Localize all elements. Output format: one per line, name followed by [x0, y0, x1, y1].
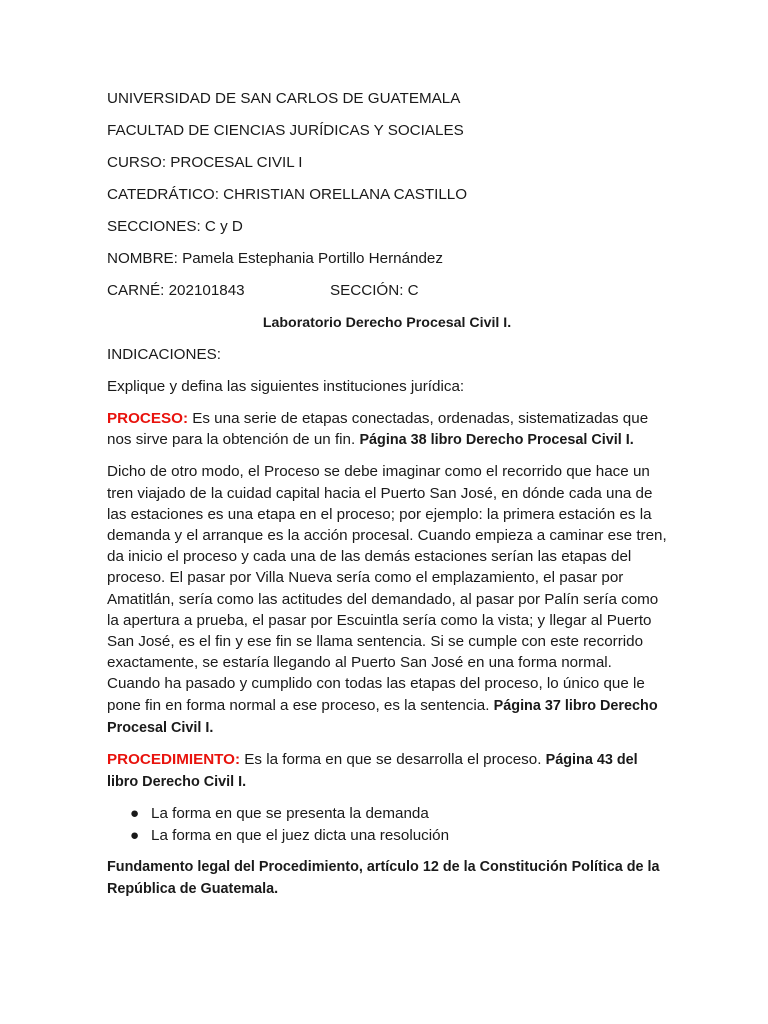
procedimiento-label: PROCEDIMIENTO:: [107, 751, 241, 769]
procedimiento-definition: Es la forma en que se desarrolla el proceso.: [240, 751, 546, 769]
proceso-paragraph: [107, 408, 667, 451]
student-name-line: NOMBRE: Pamela Estephania Portillo Hernández: [107, 250, 443, 267]
faculty-line: FACULTAD DE CIENCIAS JURÍDICAS Y SOCIALES: [107, 122, 464, 139]
explanation-text: Dicho de otro modo, el Proceso se debe imaginar como el recorrido que hace un tren viajado de la cuidad capital hacia el Puerto San José, en dónde cada una de las estaciones es una etapa en el proceso; por ejemplo: la primera estación es la demanda y el arranque es la acción procesal. Cuando empieza a caminar ese tren, da inicio el proceso y cada una de las demás estaciones serían las etapas del proceso. El pasar por Villa Nueva sería como el emplazamiento, el pasar por Amatitlán, sería como las actitudes del demandado, al pasar por Palín sería como la apertura a prueba, el pasar por Escuintla sería como la vista; y llegar al Puerto San José, es el fin y ese fin se llama sentencia. Si se cumple con este recorrido exactamente, se estaría llegando al Puerto San José en una forma normal. Cuando ha pasado y cumplido con todas las etapas del proceso, lo único que le pone fin en forma normal a ese proceso, es la sentencia.: [107, 463, 667, 714]
section-text: SECCIÓN: C: [330, 282, 419, 299]
document-page: [107, 88, 667, 900]
bullet-icon: ●: [130, 805, 140, 823]
document-title: Laboratorio Derecho Procesal Civil I.: [262, 315, 512, 331]
indications-heading: INDICACIONES:: [107, 346, 221, 363]
proceso-label: PROCESO:: [107, 410, 189, 427]
sections-line: SECCIONES: C y D: [107, 218, 243, 235]
professor-line: CATEDRÁTICO: CHRISTIAN ORELLANA CASTILLO: [107, 186, 468, 203]
list-item: [107, 825, 667, 847]
bullet-list: [107, 803, 667, 847]
course-line: CURSO: PROCESAL CIVIL I: [107, 154, 303, 171]
procedimiento-paragraph: [107, 749, 667, 793]
carne-section-row: [107, 280, 667, 302]
indications-text: Explique y defina las siguientes instituciones jurídica:: [107, 378, 465, 395]
proceso-definition: Es una serie de etapas conectadas, ordenadas, sistematizadas que nos sirve para la obtención de un fin.: [107, 410, 649, 449]
university-line: UNIVERSIDAD DE SAN CARLOS DE GUATEMALA: [107, 90, 461, 107]
list-item-text: La forma en que el juez dicta una resolución: [151, 827, 450, 845]
proceso-reference: Página 38 libro Derecho Procesal Civil I.: [359, 432, 634, 449]
carne-text: CARNÉ: 202101843: [107, 282, 245, 299]
fundamento-legal: Fundamento legal del Procedimiento, artículo 12 de la Constitución Política de la República de Guatemala.: [107, 859, 660, 897]
explanation-paragraph: [107, 461, 667, 739]
explanation-reference: Página 37 libro Derecho Procesal Civil I.: [107, 697, 658, 736]
bullet-icon: ●: [130, 827, 140, 845]
list-item-text: La forma en que se presenta la demanda: [151, 805, 429, 823]
list-item: [107, 803, 667, 825]
procedimiento-reference: Página 43 del libro Derecho Civil I.: [107, 752, 638, 791]
